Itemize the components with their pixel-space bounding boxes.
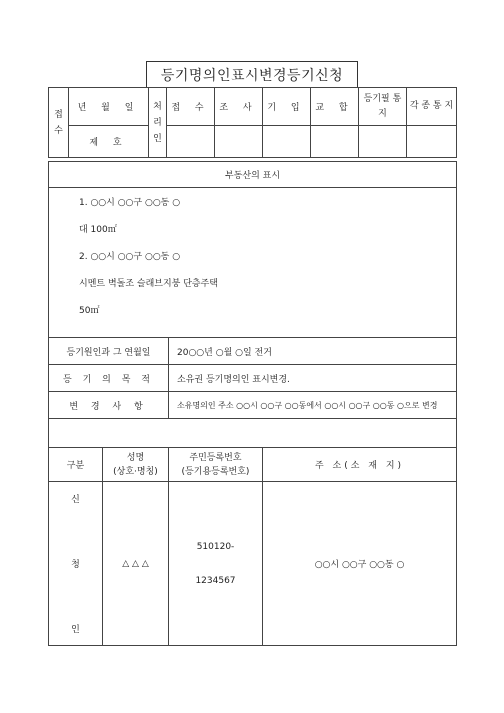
receipt-label: 접 수 bbox=[49, 88, 69, 158]
field-label-changes: 변 경 사 항 bbox=[49, 392, 169, 419]
header-address: 주 소(소 재 지) bbox=[263, 448, 457, 482]
field-value-purpose: 소유권 등기명의인 표시변경. bbox=[169, 365, 457, 392]
col-investigation: 조 사 bbox=[215, 88, 263, 126]
field-value-changes: 소유명의인 주소 ○○시 ○○구 ○○동에서 ○○시 ○○구 ○○동 ○으로 변경 bbox=[169, 392, 457, 419]
date-label: 년 월 일 bbox=[69, 88, 149, 126]
property-line: 1. ○○시 ○○구 ○○동 ○ bbox=[79, 198, 181, 208]
cell-receipt-empty bbox=[167, 126, 215, 158]
number-label: 제 호 bbox=[69, 126, 149, 158]
applicant-label: 신 청 인 bbox=[49, 482, 103, 646]
header-name: 성명 (상호·명칭) bbox=[103, 448, 169, 482]
applicant-address: ○○시 ○○구 ○○동 ○ bbox=[263, 482, 457, 646]
header-reg-no: 주민등록번호 (등기용등록번호) bbox=[169, 448, 263, 482]
blank-row bbox=[49, 419, 457, 448]
col-entry: 기 입 bbox=[263, 88, 311, 126]
header-category: 구분 bbox=[49, 448, 103, 482]
property-heading: 부동산의 표시 bbox=[49, 162, 457, 188]
col-collation: 교 합 bbox=[311, 88, 359, 126]
document-title: 등기명의인표시변경등기신청 bbox=[146, 61, 358, 88]
cell-investigation-empty bbox=[215, 126, 263, 158]
applicant-name: △ △ △ bbox=[103, 482, 169, 646]
property-line: 시멘트 벽돌조 슬래브지붕 단층주택 bbox=[79, 279, 218, 289]
col-receipt: 접 수 bbox=[167, 88, 215, 126]
receipt-header-table bbox=[48, 87, 457, 158]
processor-label: 처 리 인 bbox=[149, 88, 167, 158]
field-label-cause: 등기원인과 그 연월일 bbox=[49, 338, 169, 365]
applicant-reg-no: 510120- 1234567 bbox=[169, 482, 263, 646]
col-registry-notice: 등기필 통 지 bbox=[359, 88, 407, 126]
cell-registry-notice-empty bbox=[359, 126, 407, 158]
property-line: 2. ○○시 ○○구 ○○동 ○ bbox=[79, 252, 181, 262]
application-table bbox=[48, 161, 457, 646]
cell-collation-empty bbox=[311, 126, 359, 158]
property-line: 50㎡ bbox=[79, 306, 100, 316]
field-label-purpose: 등 기 의 목 적 bbox=[49, 365, 169, 392]
cell-entry-empty bbox=[263, 126, 311, 158]
property-description bbox=[49, 188, 457, 338]
field-value-cause: 20○○년 ○월 ○일 전거 bbox=[169, 338, 457, 365]
col-various-notice: 각 종 통 지 bbox=[407, 88, 457, 126]
cell-various-notice-empty bbox=[407, 126, 457, 158]
property-line: 대 100㎡ bbox=[79, 225, 117, 235]
